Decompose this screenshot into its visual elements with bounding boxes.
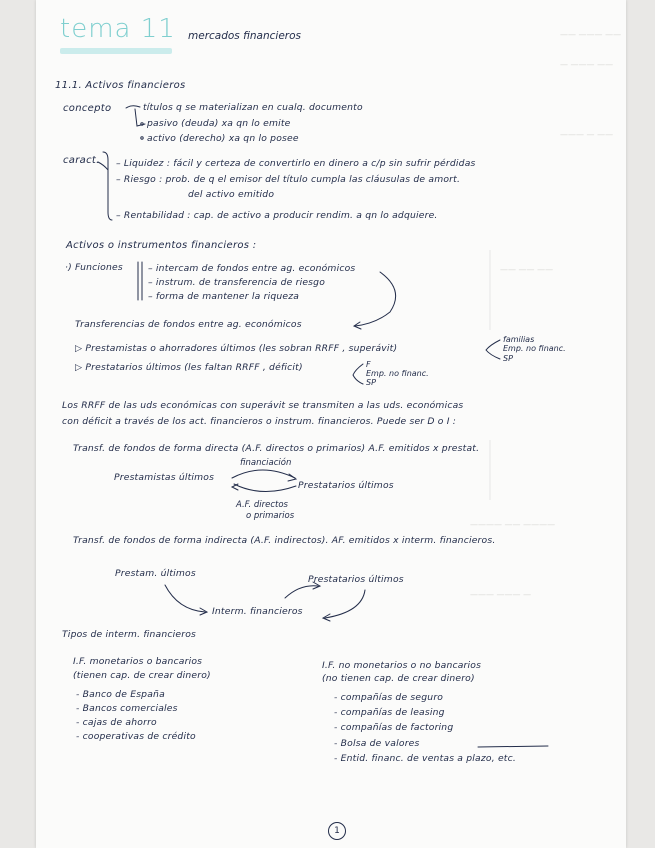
bracket-item: SP <box>503 354 513 363</box>
prestamistas-line: ▷ Prestamistas o ahorradores últimos (les sobran RRFF , superávit) <box>75 343 398 354</box>
monetarios-subtitle: (tienen cap. de crear dinero) <box>73 670 211 681</box>
interm-node: Interm. financieros <box>212 606 303 617</box>
no-monetarios-subtitle: (no tienen cap. de crear dinero) <box>322 673 475 684</box>
directa-line: Transf. de fondos de forma directa (A.F. directos o primarios) A.F. emitidos x prestat. <box>73 443 480 454</box>
page-title: tema 11 <box>60 14 176 44</box>
paragraph-line: con déficit a través de los act. financieros o instrum. financieros. Puede ser D o I : <box>62 416 457 427</box>
monetarios-title: I.F. monetarios o bancarios <box>73 656 203 667</box>
transferencias-heading: Transferencias de fondos entre ag. económicos <box>75 319 302 330</box>
bracket-item: SP <box>366 378 376 387</box>
ghost-text: ———— —— ———— <box>470 520 556 529</box>
funciones-label: ·) Funciones <box>65 262 123 273</box>
concepto-line: títulos q se materializan en cualq. documento <box>143 102 363 113</box>
caract-riesgo: – Riesgo : prob. de q el emisor del título cumpla las cláusulas de amort. <box>116 174 461 185</box>
tipos-heading: Tipos de interm. financieros <box>62 629 197 640</box>
funcion-item: – intercam de fondos entre ag. económicos <box>148 263 356 274</box>
prestamistas-brace <box>486 340 500 359</box>
no-monetarios-item: - Bolsa de valores <box>334 738 420 749</box>
ghost-text: ——— — —— <box>560 130 614 139</box>
bracket-item: familias <box>503 335 535 344</box>
caract-rentabilidad: – Rentabilidad : cap. de activo a producir rendim. a qn lo adquiere. <box>116 210 438 221</box>
concepto-line: pasivo (deuda) xa qn lo emite <box>147 118 291 129</box>
underline <box>478 746 548 747</box>
page-number: 1 <box>328 822 346 840</box>
af-primarios-label: o primarios <box>246 511 295 521</box>
ghost-text: ——— ——— — <box>470 590 532 599</box>
financiacion-arrow <box>232 470 295 478</box>
monetarios-item: - Bancos comerciales <box>76 703 178 714</box>
concepto-arrow <box>126 106 140 108</box>
caract-brace-tip <box>98 162 108 170</box>
monetarios-item: - cooperativas de crédito <box>76 731 196 742</box>
bullet-dot <box>141 123 143 125</box>
bracket-item: Emp. no financ. <box>366 369 429 378</box>
caract-label: caract. <box>63 155 100 166</box>
funcion-item: – forma de mantener la riqueza <box>148 291 300 302</box>
indirecta-line: Transf. de fondos de forma indirecta (A.F. indirectos). AF. emitidos x interm. financieros. <box>73 535 496 546</box>
paragraph-line: Los RRFF de las uds económicas con superávit se transmiten a las uds. económicas <box>62 400 464 411</box>
no-monetarios-title: I.F. no monetarios o no bancarios <box>322 660 482 671</box>
prestatarios-node: Prestatarios últimos <box>298 480 394 491</box>
indirect-arrow-right <box>325 590 365 618</box>
prestatarios-brace <box>353 364 363 384</box>
ghost-text: — ——— —— <box>560 60 614 69</box>
prestatarios-line: ▷ Prestatarios últimos (les faltan RRFF , déficit) <box>75 362 303 373</box>
instrumentos-heading: Activos o instrumentos financieros : <box>66 240 257 251</box>
monetarios-item: - Banco de España <box>76 689 165 700</box>
no-monetarios-item: - compañías de leasing <box>334 707 445 718</box>
prestatarios-node-indirect: Prestatarios últimos <box>308 574 404 585</box>
bracket-item: F <box>366 360 371 369</box>
concepto-line: activo (derecho) xa qn lo posee <box>147 133 299 144</box>
indirect-arrow-left <box>165 585 205 612</box>
section-heading: 11.1. Activos financieros <box>55 80 186 91</box>
ghost-text: —— —— —— <box>500 265 554 274</box>
caract-liquidez: – Liquidez : fácil y certeza de convertirlo en dinero a c/p sin sufrir pérdidas <box>116 158 476 169</box>
caract-riesgo-cont: del activo emitido <box>188 189 275 200</box>
ghost-text: —— ——— —— <box>560 30 622 39</box>
prestamistas-node: Prestamistas últimos <box>114 472 215 483</box>
financiacion-label: financiación <box>240 458 292 468</box>
no-monetarios-item: - Entid. financ. de ventas a plazo, etc. <box>334 753 516 764</box>
bullet-dot <box>141 137 143 139</box>
link-arrow <box>355 272 396 326</box>
indirect-arrow-mid <box>285 586 318 598</box>
concepto-label: concepto <box>63 103 112 114</box>
no-monetarios-item: - compañías de seguro <box>334 692 444 703</box>
bracket-item: Emp. no financ. <box>503 344 566 353</box>
prestam-node: Prestam. últimos <box>115 568 196 579</box>
caract-brace <box>103 152 112 220</box>
af-return-arrow <box>234 484 296 492</box>
no-monetarios-item: - compañías de factoring <box>334 722 454 733</box>
page-subtitle: mercados financieros <box>188 30 301 42</box>
funcion-item: – instrum. de transferencia de riesgo <box>148 277 326 288</box>
monetarios-item: - cajas de ahorro <box>76 717 157 728</box>
af-directos-label: A.F. directos <box>236 500 288 510</box>
